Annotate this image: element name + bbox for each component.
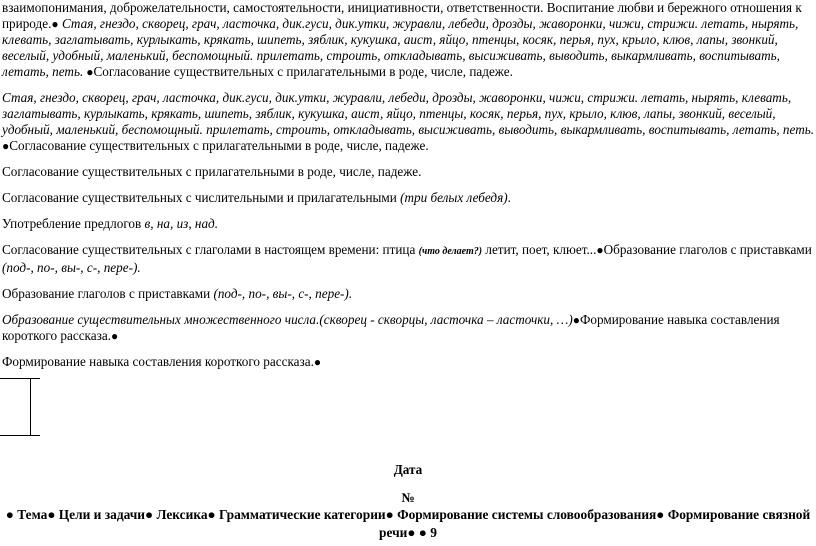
heading-speech: Формирование связной речи xyxy=(379,507,811,540)
paragraph-6-text-b: летит, поет, клюет... xyxy=(482,242,597,257)
paragraph-9 xyxy=(2,354,814,370)
paragraph-6-question: (что делает?) xyxy=(418,246,483,257)
paragraph-2-text: Согласование существительных с прилагательными в роде, числе, падеже. xyxy=(9,138,429,153)
paragraph-6-text: Согласование существительных с глаголами в настоящем времени: птица xyxy=(2,242,419,257)
paragraph-1 xyxy=(2,0,814,80)
number-heading: № xyxy=(401,490,415,505)
bullet-icon: ● xyxy=(110,329,119,343)
paragraph-2 xyxy=(2,90,814,154)
bullet-icon: ● xyxy=(145,507,157,522)
heading-hours: 9 xyxy=(430,525,437,540)
bullet-icon: ● xyxy=(51,17,59,31)
date-heading: Дата xyxy=(393,462,423,477)
frame-vertical-rule xyxy=(30,378,31,436)
bullet-icon: ● xyxy=(207,507,219,522)
bullet-icon: ● xyxy=(572,313,580,327)
heading-word-formation: Формирование системы словообразования xyxy=(397,507,657,522)
frame-bottom-rule xyxy=(0,435,40,436)
paragraph-6-text-c: Образование глаголов с приставками xyxy=(603,242,812,257)
bullet-icon: ● xyxy=(313,355,322,369)
paragraph-4 xyxy=(2,190,814,206)
bullet-icon: ● xyxy=(656,507,668,522)
heading-vocabulary: Лексика xyxy=(156,507,208,522)
paragraph-3-text: Согласование существительных с прилагательными в роде, числе, падеже. xyxy=(2,164,422,179)
paragraph-3 xyxy=(2,164,814,180)
bullet-icon: ● xyxy=(83,65,94,79)
paragraph-5-text: Употребление предлогов xyxy=(2,216,145,231)
heading-goals: Цели и задачи xyxy=(58,507,146,522)
paragraph-6-italic: (под-, по-, вы-, с-, пере-). xyxy=(2,260,141,275)
bullet-icon: ● xyxy=(2,139,10,153)
bullet-icon: ● xyxy=(385,507,398,522)
paragraph-8-italic: Образование существительных множественного числа.(скворец - скворцы, ласточка – ласточки, …) xyxy=(2,312,573,327)
bullet-icon: ● xyxy=(47,507,59,522)
paragraph-4-italic: (три белых лебедя) xyxy=(400,190,508,205)
paragraph-7-text: Образование глаголов с приставками xyxy=(2,286,214,301)
footer-headings xyxy=(0,506,816,542)
paragraph-8 xyxy=(2,312,814,344)
paragraph-4-text: Согласование существительных с числительными и прилагательными xyxy=(2,190,401,205)
paragraph-7 xyxy=(2,286,814,302)
paragraph-9-text: Формирование навыка составления короткого рассказа. xyxy=(2,354,314,369)
bullet-icon: ● ● xyxy=(407,525,431,540)
heading-grammar: Грамматические категории xyxy=(218,507,386,522)
paragraph-1-tail: Согласование существительных с прилагательными в роде, числе, падеже. xyxy=(93,64,513,79)
paragraph-2-italic: Стая, гнездо, скворец, грач, ласточка, дик.гуси, дик.утки, журавли, лебеди, дрозды, жаворонки, чижи, стрижи. летать, нырять, клевать, заглатывать, курлыкать, крякать, шипеть, зяблик, кукушка, аист, яйцо, птенцы, косяк, перья, пух, крыло, клюв, лапы, звонкий, веселый, удобный, маленький, беспомощный. прилетать, строить, откладывать, высиживать, выводить, выкармливать, воспитывать, летать, петь. xyxy=(2,90,815,137)
paragraph-6 xyxy=(2,242,814,276)
heading-topic: Тема xyxy=(17,507,48,522)
frame-top-rule xyxy=(0,378,40,379)
paragraph-8-text: Формирование навыка составления короткого рассказа. xyxy=(2,312,780,343)
paragraph-4-end: . xyxy=(507,190,511,205)
bullet-icon: ● xyxy=(596,243,604,257)
bullet-icon: ● xyxy=(5,507,18,522)
paragraph-7-italic: (под-, по-, вы-, с-, пере-). xyxy=(213,286,353,301)
document-body xyxy=(2,0,814,370)
paragraph-1-text: взаимопонимания, доброжелательности, самостоятельности, инициативности, ответственности. Воспитание любви и бережного отношения к природе. xyxy=(2,0,802,31)
paragraph-1-italic: Стая, гнездо, скворец, грач, ласточка, дик.гуси, дик.утки, журавли, лебеди, дрозды, жаворонки, чижи, стрижи. летать, нырять, клевать, заглатывать, курлыкать, крякать, шипеть, зяблик, кукушка, аист, яйцо, птенцы, косяк, перья, пух, крыло, клюв, лапы, звонкий, веселый, удобный, маленький, беспомощный. прилетать, строить, откладывать, высиживать, выводить, выкармливать, воспитывать, летать, петь. xyxy=(2,16,799,79)
table-frame xyxy=(0,378,40,436)
paragraph-5-italic: в, на, из, над. xyxy=(144,216,219,231)
paragraph-5 xyxy=(2,216,814,232)
